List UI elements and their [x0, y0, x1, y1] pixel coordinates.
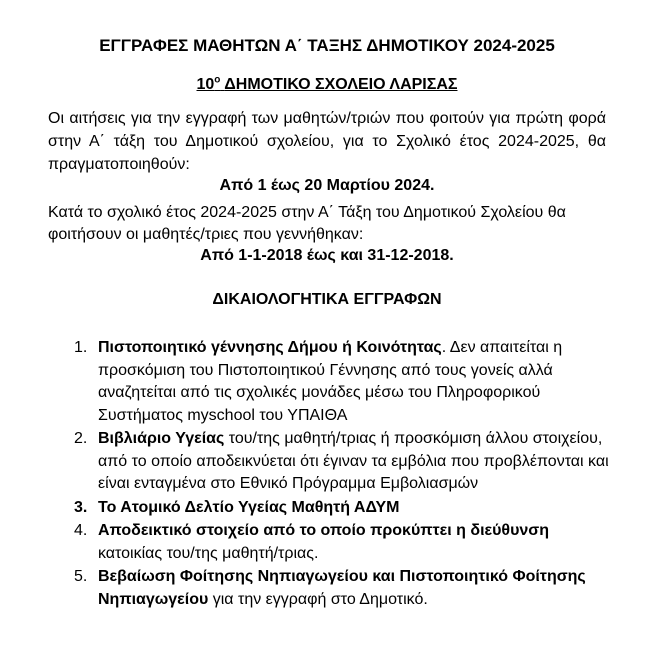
document-item — [48, 566, 616, 611]
document-number: 3. — [74, 498, 88, 516]
page-title: ΕΓΓΡΑΦΕΣ ΜΑΘΗΤΩΝ Α΄ ΤΑΞΗΣ ΔΗΜΟΤΙΚΟΥ 2024-2025 — [99, 36, 555, 55]
document-item — [48, 428, 616, 496]
document-title: Αποδεικτικό στοιχείο από το οποίο προκύπτει η διεύθυνση — [98, 522, 549, 539]
ordinal-superscript: ο — [214, 74, 221, 86]
document-item — [48, 520, 616, 565]
document-number: 1. — [74, 339, 88, 356]
documents-heading: ΔΙΚΑΙΟΛΟΓΗΤΙΚΑ ΕΓΓΡΑΦΩΝ — [212, 291, 442, 308]
document-title: Βεβαίωση Φοίτησης Νηπιαγωγείου και Πιστοποιητικό Φοίτησης Νηπιαγωγείου — [98, 568, 586, 608]
school-name-text: ΔΗΜΟΤΙΚΟ ΣΧΟΛΕΙΟ ΛΑΡΙΣΑΣ — [224, 76, 458, 93]
birth-range: Από 1-1-2018 έως και 31-12-2018. — [200, 247, 454, 264]
school-number: 10 — [196, 76, 215, 93]
document-number: 5. — [74, 568, 88, 585]
document-text: του/της μαθητή/τριας ή προσκόμιση άλλου στοιχείου, από το οποίο αποδεικνύεται ότι έγιναν τα εμβόλια που προβλέπονται και είναι ενταγμένα στο Εθνικό Πρόγραμμα Εμβολιασμών — [98, 430, 609, 492]
document-title: Το Ατομικό Δελτίο Υγείας Μαθητή ΑΔΥΜ — [98, 498, 400, 516]
document-number: 4. — [74, 522, 88, 539]
birth-note: Κατά το σχολικό έτος 2024-2025 στην Α΄ Τάξη του Δημοτικού Σχολείου θα φοιτήσουν οι μαθητές/τριες που γεννήθηκαν: — [48, 204, 566, 243]
application-period: Από 1 έως 20 Μαρτίου 2024. — [219, 177, 435, 194]
document-item — [48, 497, 616, 520]
document-text: για την εγγραφή στο Δημοτικό. — [208, 590, 428, 608]
document-text: κατοικίας του/της μαθητή/τριας. — [98, 544, 319, 562]
document-number: 2. — [74, 430, 88, 447]
document-item — [48, 337, 616, 427]
document-title: Βιβλιάριο Υγείας — [98, 430, 225, 447]
intro-paragraph: Οι αιτήσεις για την εγγραφή των μαθητών/τριών που φοιτούν για πρώτη φορά στην Α΄ τάξη του Δημοτικού σχολείου, για το Σχολικό έτος 2024-2025, θα πραγματοποιηθούν: — [48, 110, 606, 173]
document-title: Πιστοποιητικό γέννησης Δήμου ή Κοινότητας — [98, 339, 442, 356]
school-name — [0, 75, 654, 95]
document-text: . Δεν απαιτείται η προσκόμιση του Πιστοποιητικού Γέννησης από τους γονείς αλλά αναζητείται από τις σχολικές μονάδες μέσω του Πληροφορικού Συστήματος myschool του ΥΠΑΙΘΑ — [98, 339, 563, 424]
documents-list — [48, 337, 616, 611]
